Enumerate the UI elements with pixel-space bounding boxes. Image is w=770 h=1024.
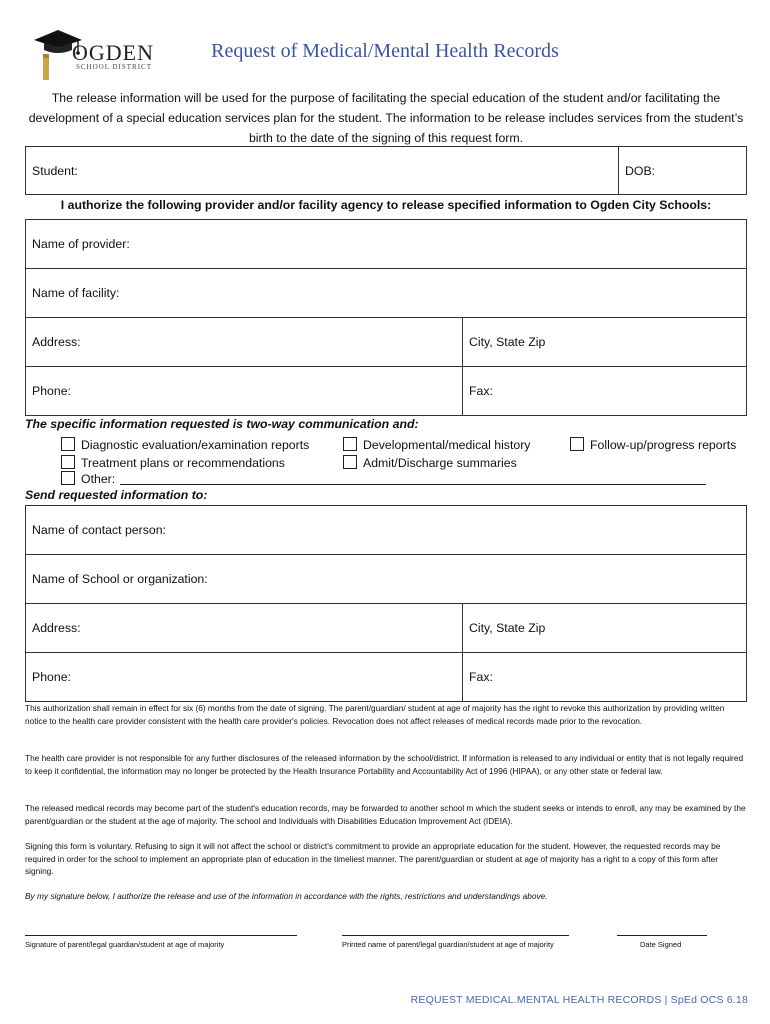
fineprint-authorization: By my signature below, I authorize the release and use of the information in accordance with the rights, restrictions and understandings above. xyxy=(25,891,548,901)
contact-fax-field[interactable] xyxy=(463,653,747,702)
send-heading: Send requested information to: xyxy=(25,488,208,502)
footer-text: REQUEST MEDICAL.MENTAL HEALTH RECORDS | SpEd OCS 6.18 xyxy=(410,994,748,1006)
provider-address-field[interactable] xyxy=(26,318,463,367)
contact-person-label: Name of contact person: xyxy=(32,523,166,537)
dob-label: DOB: xyxy=(625,163,656,178)
contact-fax-label: Fax: xyxy=(469,670,493,684)
printed-name-line[interactable] xyxy=(342,935,569,936)
fineprint-hipaa: The health care provider is not responsible for any further disclosures of the released information by the school/district. If information is released to any individual or entity that is not legally required to keep it confidential, the information may no longer be protected by the Health Insurance Portability and Accountability Act of 1996 (HIPAA), or any other state or federal law. xyxy=(25,753,744,776)
logo-text: OGDEN xyxy=(72,40,154,65)
contact-address-field[interactable] xyxy=(26,604,463,653)
provider-name-field[interactable] xyxy=(26,220,747,269)
fineprint-voluntary: Signing this form is voluntary. Refusing to sign it will not affect the school or district's commitment to provide an appropriate education for the student. However, the requested records may be required in order for the school to implement an appropriate plan of education in the timeliest manner. The parent/guardian or student at age of majority has a right to a copy of this form after signing. xyxy=(25,841,721,877)
date-signed-line[interactable] xyxy=(617,935,707,936)
diagnostic-option[interactable] xyxy=(61,437,309,452)
admit-label: Admit/Discharge summaries xyxy=(363,456,517,470)
provider-table xyxy=(25,219,747,416)
checkbox[interactable] xyxy=(61,471,75,485)
contact-table xyxy=(25,505,747,702)
contact-address-label: Address: xyxy=(32,621,81,635)
diagnostic-label: Diagnostic evaluation/examination reports xyxy=(81,438,310,452)
provider-address-label: Address: xyxy=(32,335,81,349)
provider-name-label: Name of provider: xyxy=(32,237,130,251)
provider-phone-label: Phone: xyxy=(32,384,71,398)
contact-person-field[interactable] xyxy=(26,506,747,555)
student-label: Student: xyxy=(32,163,78,178)
signature-line[interactable] xyxy=(25,935,297,936)
contact-phone-field[interactable] xyxy=(26,653,463,702)
logo-subtext: SCHOOL DISTRICT xyxy=(76,63,152,71)
checkbox[interactable] xyxy=(61,437,75,451)
checkbox[interactable] xyxy=(343,437,357,451)
treatment-option[interactable] xyxy=(61,455,285,470)
provider-fax-field[interactable] xyxy=(463,367,747,416)
fineprint-education-records: The released medical records may become part of the student's education records, may be forwarded to another school m which the student seeks or intends to enroll, any may be examined by the parent/guardian or the student at the age of majority. The school and Individuals with Disabilities Education Improvement Act (IDEIA). xyxy=(25,803,746,826)
requested-info-heading: The specific information requested is two-way communication and: xyxy=(25,417,419,431)
developmental-option[interactable] xyxy=(343,437,530,452)
treatment-label: Treatment plans or recommendations xyxy=(81,456,285,470)
contact-phone-label: Phone: xyxy=(32,670,71,684)
checkbox[interactable] xyxy=(61,455,75,469)
checkbox[interactable] xyxy=(343,455,357,469)
developmental-label: Developmental/medical history xyxy=(363,438,531,452)
date-signed-label: Date Signed xyxy=(640,940,682,949)
provider-phone-field[interactable] xyxy=(26,367,463,416)
contact-city-label: City, State Zip xyxy=(469,621,546,635)
authorize-statement: I authorize the following provider and/or facility agency to release specified information to Ogden City Schools: xyxy=(60,198,712,212)
followup-option[interactable] xyxy=(570,437,736,452)
school-name-field[interactable] xyxy=(26,555,747,604)
student-field[interactable] xyxy=(26,147,619,195)
followup-label: Follow-up/progress reports xyxy=(590,438,737,452)
printed-name-label: Printed name of parent/legal guardian/student at age of majority xyxy=(342,940,554,949)
provider-city-label: City, State Zip xyxy=(469,335,546,349)
intro-paragraph: The release information will be used for the purpose of facilitating the special education of the student and/or facilitating the development of a special education services plan for the student. The information to be release includes services from the student’s birth to the date of the signing of this request form. xyxy=(28,91,744,145)
checkbox[interactable] xyxy=(570,437,584,451)
dob-field[interactable] xyxy=(619,147,747,195)
page-title: Request of Medical/Mental Health Records xyxy=(211,40,559,62)
other-option[interactable] xyxy=(61,471,115,486)
admit-option[interactable] xyxy=(343,455,517,470)
provider-fax-label: Fax: xyxy=(469,384,493,398)
other-input-line[interactable] xyxy=(120,484,706,485)
school-name-label: Name of School or organization: xyxy=(32,572,208,586)
student-table xyxy=(25,146,747,195)
facility-name-field[interactable] xyxy=(26,269,747,318)
signature-label: Signature of parent/legal guardian/student at age of majority xyxy=(25,940,225,949)
other-label: Other: xyxy=(81,472,116,486)
contact-city-field[interactable] xyxy=(463,604,747,653)
fineprint-revocation: This authorization shall remain in effect for six (6) months from the date of signing. The parent/guardian/ student at age of majority has the right to revoke this authorization by providing written notice to the health care provider consistent with the health care provider's policies. Revocation does not affect releases of medical records made prior to the revocation. xyxy=(25,703,725,726)
facility-name-label: Name of facility: xyxy=(32,286,120,300)
provider-city-field[interactable] xyxy=(463,318,747,367)
